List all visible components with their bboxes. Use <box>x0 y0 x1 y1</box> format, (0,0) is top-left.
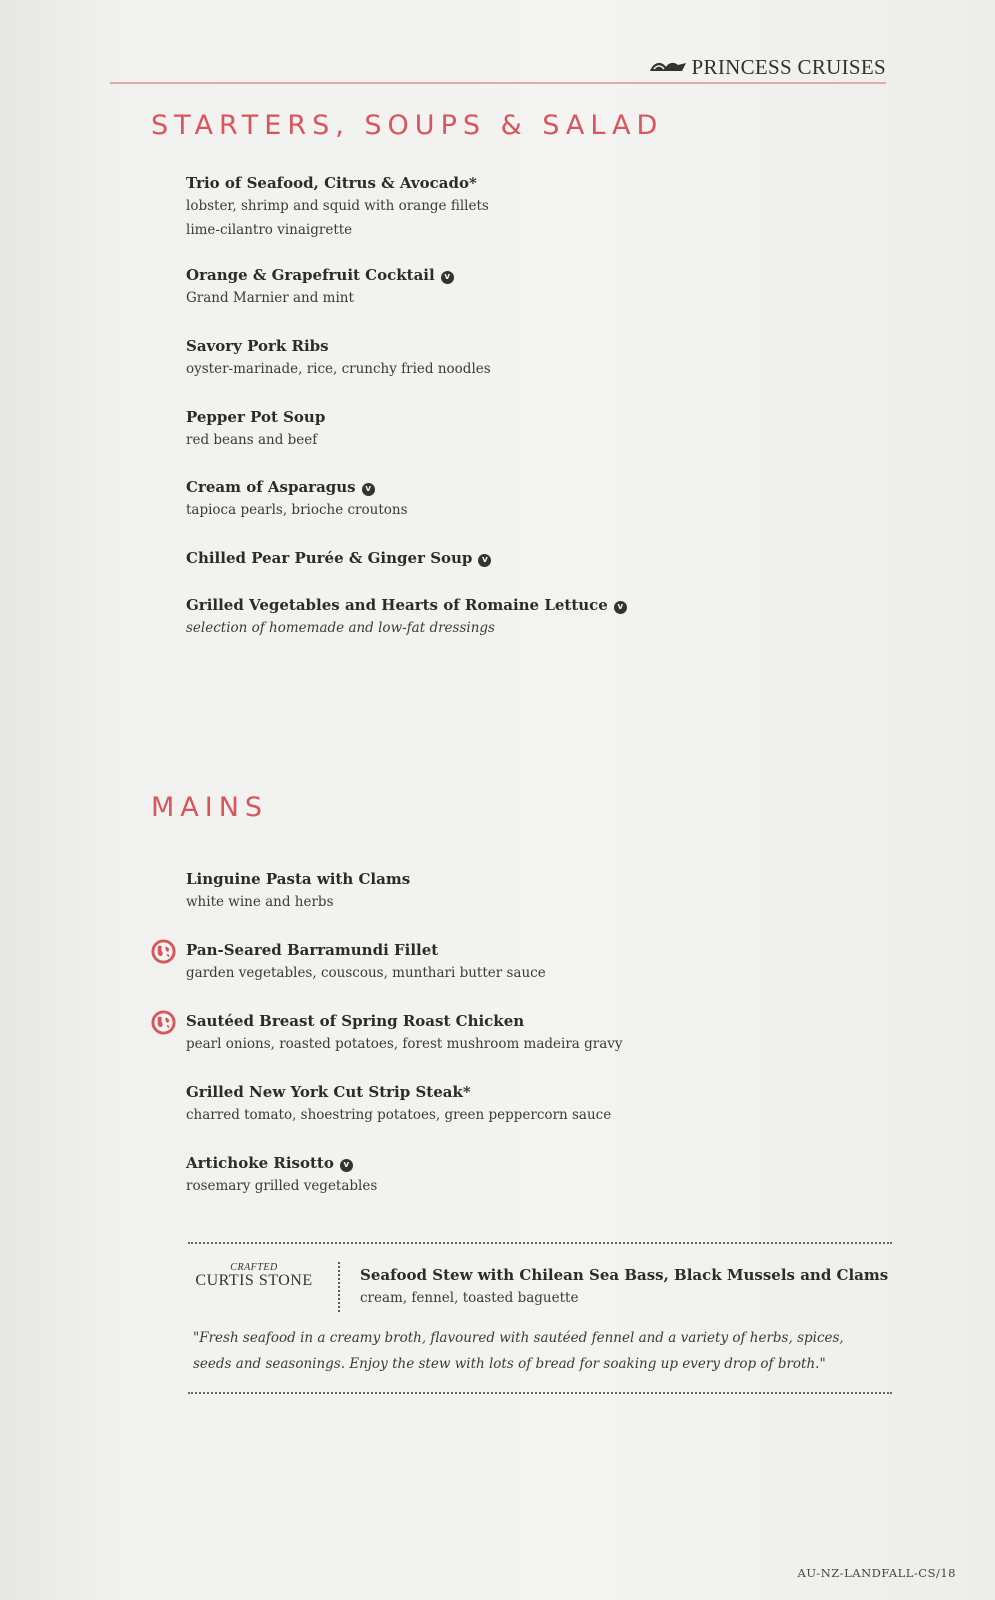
item-name: Pepper Pot Soup <box>186 408 326 426</box>
item-name: Grilled New York Cut Strip Steak* <box>186 1083 471 1101</box>
v-icon: v <box>340 1159 353 1172</box>
item-desc: charred tomato, shoestring potatoes, green peppercorn sauce <box>186 1107 612 1123</box>
menu-item <box>186 335 906 381</box>
item-name: Grilled Vegetables and Hearts of Romaine Lettuce <box>186 596 608 614</box>
quote-line: seeds and seasonings. Enjoy the stew with lots of bread for soaking up every drop of broth." <box>193 1356 826 1372</box>
seawitch-logo-icon <box>648 59 688 75</box>
menu-item <box>186 868 906 914</box>
item-desc: lime-cilantro vinaigrette <box>186 222 353 238</box>
brand-header <box>640 54 886 80</box>
item-name: Savory Pork Ribs <box>186 337 329 355</box>
item-name: Trio of Seafood, Citrus & Avocado* <box>186 174 477 192</box>
menu-item <box>186 1081 906 1127</box>
featured-quote <box>193 1325 893 1377</box>
menu-code: AU-NZ-LANDFALL-CS/18 <box>797 1566 956 1580</box>
featured-top-rule <box>188 1242 892 1244</box>
featured-bottom-rule <box>188 1392 892 1394</box>
curtis-stone-logo <box>190 1262 318 1312</box>
menu-item <box>186 476 906 522</box>
menu-item <box>186 172 906 242</box>
menu-item <box>186 406 906 452</box>
item-name: Linguine Pasta with Clams <box>186 870 411 888</box>
featured-item <box>360 1264 900 1310</box>
item-name: Seafood Stew with Chilean Sea Bass, Black Mussels and Clams <box>360 1266 889 1284</box>
v-icon: v <box>362 483 375 496</box>
mains-title: MAINS <box>151 792 269 823</box>
item-desc: lobster, shrimp and squid with orange fillets <box>186 198 489 214</box>
featured-divider <box>338 1262 340 1312</box>
v-icon: v <box>614 601 627 614</box>
item-desc: tapioca pearls, brioche croutons <box>186 502 408 518</box>
menu-item <box>186 939 906 985</box>
menu-item <box>186 1152 906 1198</box>
logo-name-text: CURTIS STONE <box>195 1272 313 1289</box>
menu-item <box>186 264 906 310</box>
menu-item <box>186 594 906 640</box>
item-desc: pearl onions, roasted potatoes, forest mushroom madeira gravy <box>186 1036 623 1052</box>
brand-name: PRINCESS CRUISES <box>691 54 886 79</box>
item-desc: garden vegetables, couscous, munthari butter sauce <box>186 965 546 981</box>
item-name: Artichoke Risotto <box>186 1154 334 1172</box>
logo-crafted-text: CRAFTED <box>230 1262 278 1273</box>
item-desc: selection of homemade and low-fat dressings <box>186 620 495 636</box>
item-name: Chilled Pear Purée & Ginger Soup <box>186 549 473 567</box>
v-icon: v <box>441 271 454 284</box>
v-icon: v <box>478 554 491 567</box>
starters-title: STARTERS, SOUPS & SALAD <box>151 110 664 141</box>
globe-icon <box>150 1009 177 1036</box>
item-desc: oyster-marinade, rice, crunchy fried noodles <box>186 361 491 377</box>
menu-item <box>186 1010 906 1056</box>
item-name: Pan-Seared Barramundi Fillet <box>186 941 439 959</box>
item-name: Orange & Grapefruit Cocktail <box>186 266 435 284</box>
globe-icon <box>150 938 177 965</box>
quote-line: "Fresh seafood in a creamy broth, flavoured with sautéed fennel and a variety of herbs, spices, <box>193 1330 844 1346</box>
item-desc: white wine and herbs <box>186 894 334 910</box>
header-rule <box>110 82 886 84</box>
item-desc: cream, fennel, toasted baguette <box>360 1290 579 1306</box>
item-desc: Grand Marnier and mint <box>186 290 354 306</box>
item-name: Sautéed Breast of Spring Roast Chicken <box>186 1012 525 1030</box>
item-name: Cream of Asparagus <box>186 478 356 496</box>
item-desc: rosemary grilled vegetables <box>186 1178 378 1194</box>
item-desc: red beans and beef <box>186 432 318 448</box>
menu-item <box>186 547 906 569</box>
